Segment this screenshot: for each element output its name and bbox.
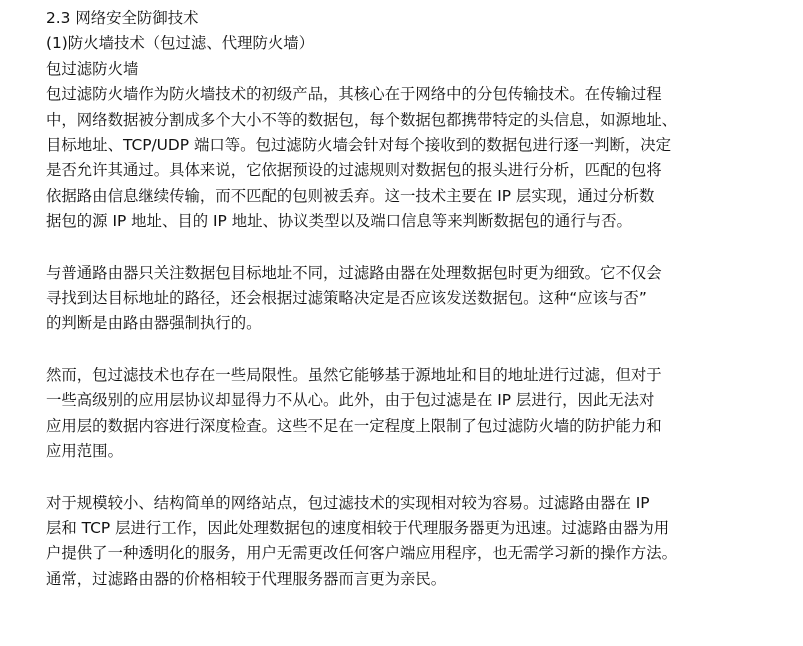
paragraph-line: 包过滤防火墙作为防火墙技术的初级产品，其核心在于网络中的分包传输技术。在传输过程 — [46, 85, 662, 104]
paragraph-limitations — [46, 363, 772, 465]
paragraph-line: 的判断是由路由器强制执行的。 — [46, 314, 262, 333]
paragraph-line: 中，网络数据被分割成多个大小不等的数据包，每个数据包都携带特定的头信息，如源地址、 — [46, 110, 678, 129]
paragraph-line: 是否允许其通过。具体来说，它依据预设的过滤规则对数据包的报头进行分析，匹配的包将 — [46, 161, 662, 180]
paragraph-line: 层和 TCP 层进行工作，因此处理数据包的速度相较于代理服务器更为迅速。过滤路由器为用 — [46, 518, 670, 537]
document-page — [46, 6, 772, 592]
paragraph-line: 寻找到达目标地址的路径，还会根据过滤策略决定是否应该发送数据包。这种“应该与否” — [46, 289, 647, 308]
paragraph-line: 依据路由信息继续传输，而不匹配的包则被丢弃。这一技术主要在 IP 层实现，通过分析数 — [46, 186, 655, 205]
paragraph-router-comparison — [46, 261, 772, 337]
paragraph-line: 通常，过滤路由器的价格相较于代理服务器而言更为亲民。 — [46, 569, 447, 588]
subsection-title: (1)防火墙技术（包过滤、代理防火墙） — [46, 34, 315, 53]
paragraph-line: 与普通路由器只关注数据包目标地址不同，过滤路由器在处理数据包时更为细致。它不仅会 — [46, 263, 662, 282]
paragraph-line: 户提供了一种透明化的服务，用户无需更改任何客户端应用程序，也无需学习新的操作方法。 — [46, 544, 678, 563]
paragraph-packet-filter-intro — [46, 82, 772, 234]
paragraph-line: 一些高级别的应用层协议却显得力不从心。此外，由于包过滤是在 IP 层进行，因此无法对 — [46, 391, 655, 410]
paragraph-advantages — [46, 491, 772, 593]
topic-title: 包过滤防火墙 — [46, 59, 139, 78]
paragraph-line: 目标地址、TCP/UDP 端口等。包过滤防火墙会针对每个接收到的数据包进行逐一判断，决定 — [46, 136, 672, 155]
paragraph-line: 然而，包过滤技术也存在一些局限性。虽然它能够基于源地址和目的地址进行过滤，但对于 — [46, 365, 662, 384]
paragraph-line: 据包的源 IP 地址、目的 IP 地址、协议类型以及端口信息等来判断数据包的通行与否。 — [46, 212, 632, 231]
paragraph-line: 应用范围。 — [46, 442, 123, 461]
section-title: 2.3 网络安全防御技术 — [46, 9, 199, 27]
paragraph-line: 应用层的数据内容进行深度检查。这些不足在一定程度上限制了包过滤防火墙的防护能力和 — [46, 416, 662, 435]
paragraph-line: 对于规模较小、结构简单的网络站点，包过滤技术的实现相对较为容易。过滤路由器在 IP — [46, 493, 650, 512]
